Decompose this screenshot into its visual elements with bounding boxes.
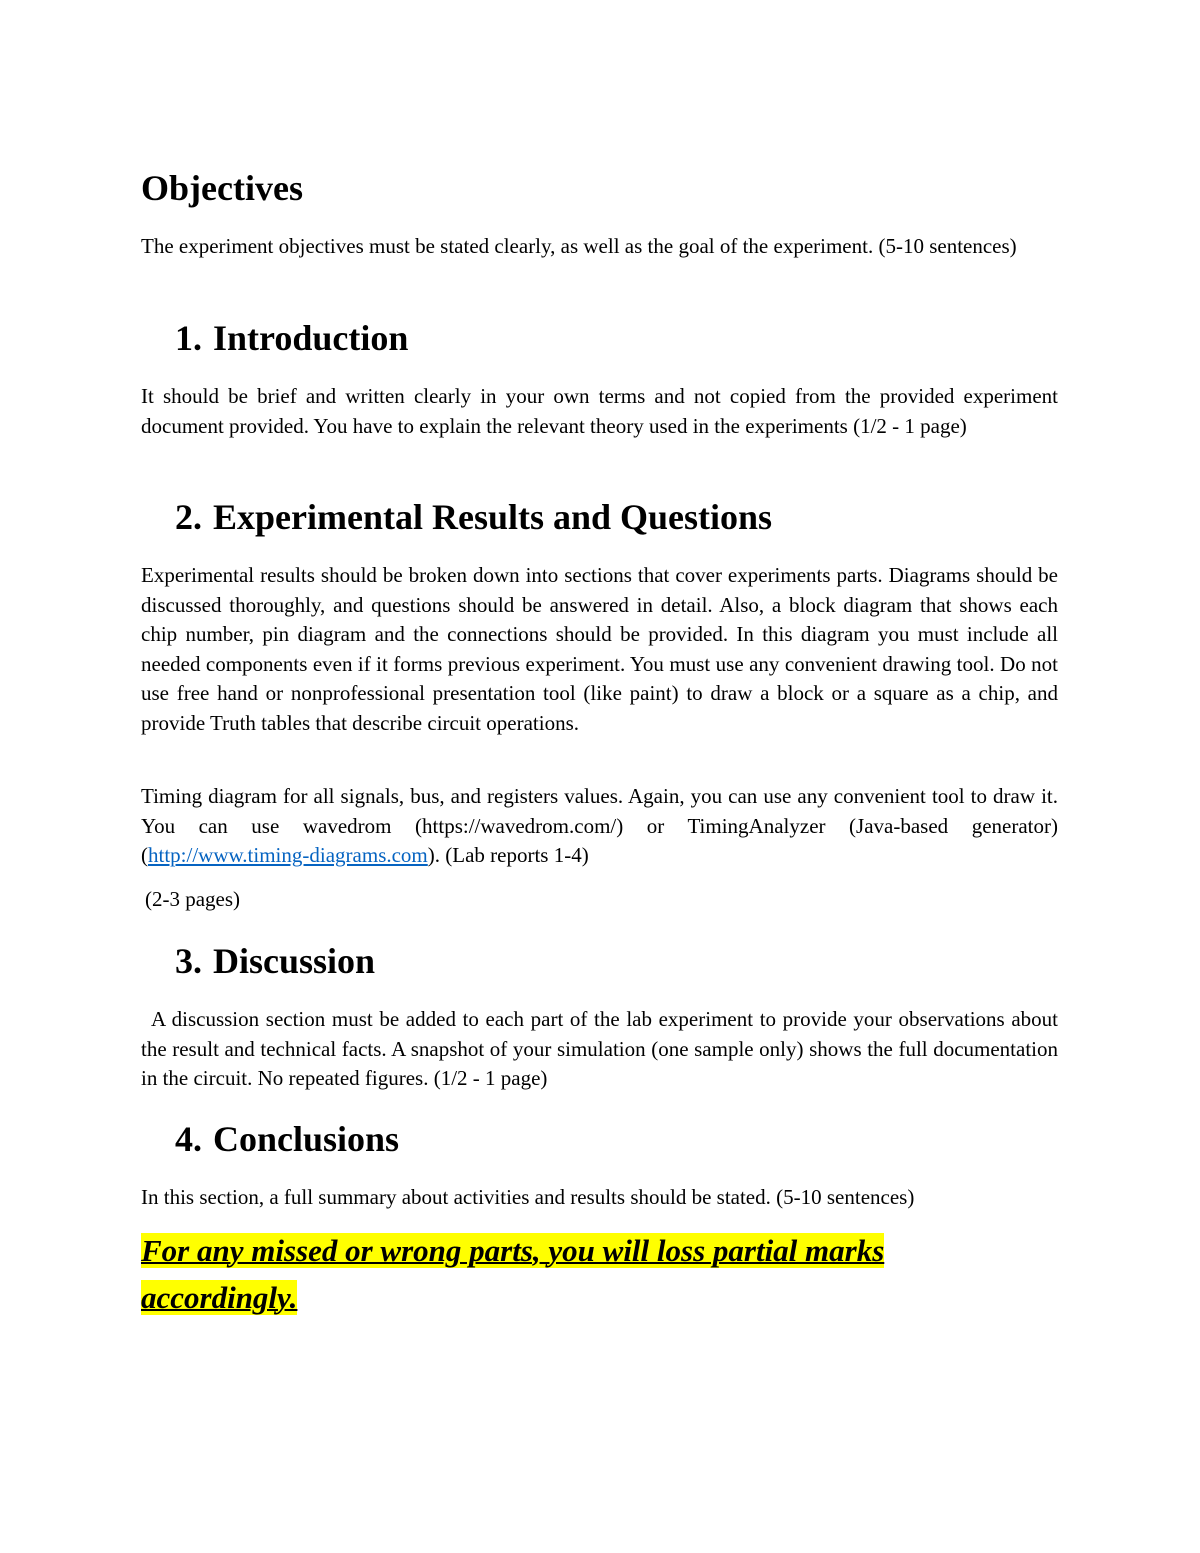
highlighted-warning: For any missed or wrong parts, you will loss partial marks accordingly. xyxy=(141,1233,885,1315)
section-title: Discussion xyxy=(213,941,376,981)
timing-diagrams-link[interactable]: http://www.timing-diagrams.com xyxy=(148,843,428,867)
warning-note xyxy=(141,1227,1021,1321)
discussion-text: A discussion section must be added to each part of the lab experiment to provide your observations about the result and technical facts. A snapshot of your simulation (one sample only) shows the full documentation in the circuit. No repeated figures. (1/2 - 1 page) xyxy=(141,1007,1058,1090)
section-number: 1. xyxy=(175,318,202,358)
section-title: Introduction xyxy=(213,318,409,358)
section-number: 3. xyxy=(175,941,202,981)
discussion-heading xyxy=(175,941,375,981)
introduction-heading xyxy=(175,318,408,358)
section-number: 4. xyxy=(175,1119,202,1159)
results-heading xyxy=(175,497,772,537)
timing-text-start: Timing diagram for all signals, bus, and registers values. Again, you can use any convenient tool to draw it. You can use wavedrom (https://wavedrom.com/) or TimingAnalyzer (Java-based generator) ( xyxy=(141,784,1058,867)
timing-text xyxy=(141,782,1058,871)
conclusions-heading xyxy=(175,1119,399,1159)
results-pages-note: (2-3 pages) xyxy=(145,887,241,911)
objectives-text: The experiment objectives must be stated clearly, as well as the goal of the experiment. (5-10 sentences) xyxy=(141,234,1017,258)
timing-text-end: ). (Lab reports 1-4) xyxy=(427,843,589,867)
section-number: 2. xyxy=(175,497,202,537)
section-title: Conclusions xyxy=(213,1119,400,1159)
introduction-text: It should be brief and written clearly in your own terms and not copied from the provided experiment document provided. You have to explain the relevant theory used in the experiments (1/2 - 1 page) xyxy=(141,384,1058,438)
conclusions-text: In this section, a full summary about activities and results should be stated. (5-10 sentences) xyxy=(141,1185,915,1209)
section-title: Experimental Results and Questions xyxy=(213,497,773,537)
objectives-heading: Objectives xyxy=(141,168,303,208)
results-text: Experimental results should be broken down into sections that cover experiments parts. Diagrams should be discussed thoroughly, and questions should be answered in detail. Also, a block diagram that shows each chip number, pin diagram and the connections should be provided. In this diagram you must include all needed components even if it forms previous experiment. You must use any convenient drawing tool. Do not use free hand or nonprofessional presentation tool (like paint) to draw a block or a square as a chip, and provide Truth tables that describe circuit operations. xyxy=(141,563,1058,735)
